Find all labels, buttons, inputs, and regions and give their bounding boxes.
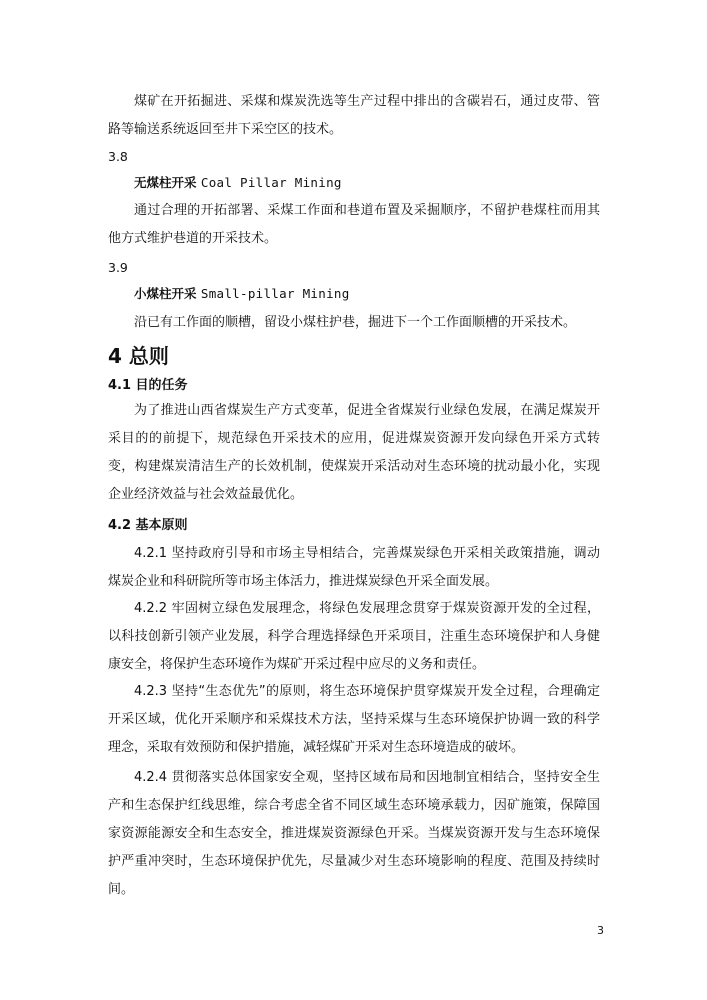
definition-3-8: 通过合理的开拓部署、采煤工作面和巷道布置及采掘顺序，不留护巷煤柱而用其他方式维护巷道的开采技术。 (108, 203, 600, 246)
term-en-3-9: Small-pillar Mining (200, 286, 350, 301)
clause-4-2-3: 4.2.3 坚持“生态优先”的原则，将生态环境保护贯穿煤炭开发全过程，合理确定开采区域，优化开采顺序和采煤技术方法，坚持采煤与生态环境保护协调一致的科学理念，采取有效预防和保护措施，减轻煤矿开采对生态环境造成的破坏。 (108, 684, 600, 755)
clause-4-2-4: 4.2.4 贯彻落实总体国家安全观，坚持区域布局和因地制宜相结合，坚持安全生产和生态保护红线思维，综合考虑全省不同区域生态环境承载力，因矿施策，保障国家资源能源安全和生态安全，推进煤炭资源绿色开采。当煤炭资源开发与生态环境保护严重冲突时，生态环境保护优先，尽量减少对生态环境影响的程度、范围及持续时间。 (108, 770, 600, 897)
term-cn-3-8: 无煤柱开采 (134, 175, 197, 190)
clause-4-2-2: 4.2.2 牢固树立绿色发展理念，将绿色发展理念贯穿于煤炭资源开发的全过程，以科技创新引领产业发展，科学合理选择绿色开采项目，注重生态环境保护和人身健康安全，将保护生态环境作为煤矿开采过程中应尽的义务和责任。 (108, 601, 600, 672)
term-cn-3-9: 小煤柱开采 (134, 286, 197, 301)
clause-number-3-8: 3.8 (108, 149, 128, 164)
definition-3-9: 沿已有工作面的顺槽，留设小煤柱护巷，掘进下一个工作面顺槽的开采技术。 (134, 315, 577, 330)
paragraph-intro: 煤矿在开拓掘进、采煤和煤炭洗选等生产过程中排出的含碳岩石，通过皮带、管路等输送系统返回至井下采空区的技术。 (108, 94, 600, 137)
section-text-4-1: 为了推进山西省煤炭生产方式变革，促进全省煤炭行业绿色发展，在满足煤炭开采目的的前提下，规范绿色开采技术的应用，促进煤炭资源开发向绿色开采方式转变，构建煤炭清洁生产的长效机制，使煤炭开采活动对生态环境的扰动最小化，实现企业经济效益与社会效益最优化。 (108, 403, 600, 502)
section-heading-4-1: 4.1 目的任务 (108, 378, 188, 393)
clause-4-2-1: 4.2.1 坚持政府引导和市场主导相结合，完善煤炭绿色开采相关政策措施，调动煤炭企业和科研院所等市场主体活力，推进煤炭绿色开采全面发展。 (108, 546, 600, 589)
clause-number-3-9: 3.9 (108, 260, 128, 275)
section-heading-4-2: 4.2 基本原则 (108, 518, 188, 533)
chapter-heading-4: 4 总则 (108, 344, 169, 368)
term-heading-3-9 (134, 285, 350, 303)
page-number: 3 (597, 924, 604, 937)
term-en-3-8: Coal Pillar Mining (200, 175, 342, 190)
term-heading-3-8 (134, 174, 342, 192)
